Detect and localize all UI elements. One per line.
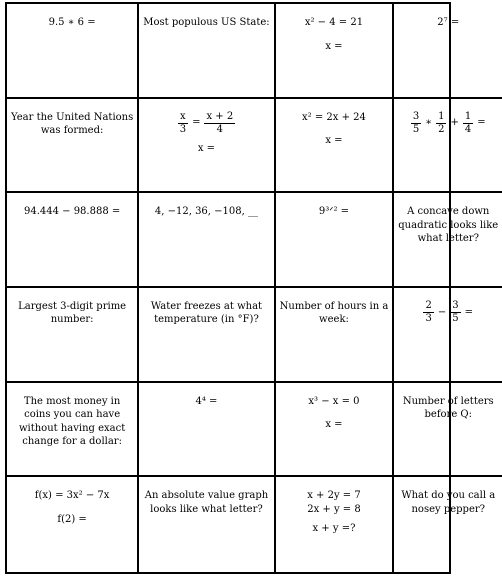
equation: x + 2y = 7: [307, 490, 361, 502]
cell-text: 2⁷ =: [437, 17, 460, 28]
cell-text: change for a dollar:: [22, 436, 122, 448]
fraction: [450, 300, 460, 325]
cell-r2c1: [7, 99, 139, 194]
cell-text: A concave down: [407, 206, 490, 218]
cell-text: temperature (in °F)?: [154, 314, 259, 326]
cell-text: looks like what letter?: [150, 503, 263, 515]
cell-text: Number of hours in a: [279, 300, 389, 312]
cell-r5c3: [276, 383, 395, 478]
denominator: 2: [438, 123, 445, 135]
fraction-expression: [409, 111, 488, 136]
cell-text: before Q:: [424, 409, 472, 421]
cell-r2c4: [394, 99, 502, 194]
numerator: 2: [425, 299, 432, 311]
equals-sign: =: [477, 117, 486, 129]
numerator: 1: [464, 110, 472, 122]
cell-text: 94.444 − 98.888 =: [23, 206, 121, 218]
cell-text: 4⁴ =: [195, 395, 218, 407]
numerator: x + 2: [206, 110, 234, 122]
cell-r5c1: [7, 383, 139, 478]
cell-r5c2: [139, 383, 275, 478]
equation: x² = 2x + 24: [302, 111, 366, 123]
cell-r6c4: [394, 477, 502, 572]
numerator: 1: [438, 110, 445, 122]
cell-r3c2: [139, 193, 275, 288]
cell-r1c1: [7, 4, 139, 99]
cell-text: 9.5 ∗ 6 =: [48, 17, 96, 28]
cell-text: Largest 3-digit prime: [18, 300, 127, 312]
cell-text: Number of letters: [402, 395, 494, 407]
cell-r2c2: [139, 99, 275, 194]
cell-text: Most populous US State:: [143, 17, 270, 28]
cell-r2c3: [276, 99, 395, 194]
denominator: 3: [425, 312, 432, 324]
fraction: [436, 111, 446, 136]
cell-r3c1: [7, 193, 139, 288]
numerator: x: [180, 110, 186, 122]
fraction: [423, 300, 433, 325]
answer-prompt: x + y =?: [312, 523, 356, 535]
cell-r1c2: [139, 4, 275, 99]
answer-prompt: x =: [197, 142, 216, 154]
cell-r3c4: [394, 193, 502, 288]
numerator: 3: [412, 110, 420, 122]
fraction: [178, 111, 188, 136]
cell-r4c2: [139, 288, 275, 383]
cell-text: 9³ᐟ² =: [318, 206, 350, 218]
cell-text: The most money in: [23, 395, 121, 407]
answer-prompt: x =: [325, 419, 343, 431]
cell-r1c4: [394, 4, 502, 99]
denominator: 4: [464, 123, 472, 135]
cell-text: Water freezes at what: [150, 300, 263, 312]
cell-text: without having exact: [18, 422, 126, 434]
cell-text: An absolute value graph: [144, 490, 269, 502]
cell-text: nosey pepper?: [411, 503, 486, 515]
denominator: 5: [412, 123, 420, 135]
operator: ∗: [425, 117, 433, 129]
fraction: [463, 111, 473, 136]
operator: +: [450, 117, 459, 129]
fraction: [411, 111, 421, 136]
equation: x³ − x = 0: [308, 395, 360, 407]
answer-prompt: x =: [325, 40, 343, 52]
cell-r5c4: [394, 383, 502, 478]
puzzle-grid: [5, 2, 499, 574]
cell-r4c1: [7, 288, 139, 383]
cell-text: What do you call a: [401, 490, 496, 502]
equation: 2x + y = 8: [307, 503, 361, 515]
fraction-equation: [176, 111, 238, 136]
equals-sign: =: [464, 306, 474, 318]
cell-r4c4: [394, 288, 502, 383]
cell-r6c3: [276, 477, 395, 572]
cell-text: Year the United Nations: [11, 111, 134, 123]
cell-text: was formed:: [40, 125, 104, 137]
equation: x² − 4 = 21: [304, 17, 364, 28]
cell-text: what letter?: [417, 233, 479, 245]
denominator: 3: [179, 123, 187, 135]
function-definition: f(x) = 3x² − 7x: [34, 490, 110, 502]
fraction: [204, 111, 235, 136]
sequence-text: 4, −12, 36, −108, __: [154, 206, 258, 218]
cell-r1c3: [276, 4, 395, 99]
function-prompt: f(2) =: [57, 513, 87, 525]
numerator: 3: [452, 299, 459, 311]
cell-text: week:: [319, 314, 349, 326]
equals-sign: =: [192, 117, 201, 129]
cell-r3c3: [276, 193, 395, 288]
cell-text: coins you can have: [24, 409, 121, 421]
cell-text: quadratic looks like: [398, 219, 499, 231]
fraction-expression: [421, 300, 475, 325]
denominator: 5: [452, 312, 459, 324]
cell-r6c2: [139, 477, 275, 572]
cell-text: number:: [50, 314, 94, 326]
cell-r6c1: [7, 477, 139, 572]
denominator: 4: [216, 123, 224, 135]
operator: −: [437, 306, 447, 318]
answer-prompt: x =: [325, 135, 343, 147]
cell-r4c3: [276, 288, 395, 383]
